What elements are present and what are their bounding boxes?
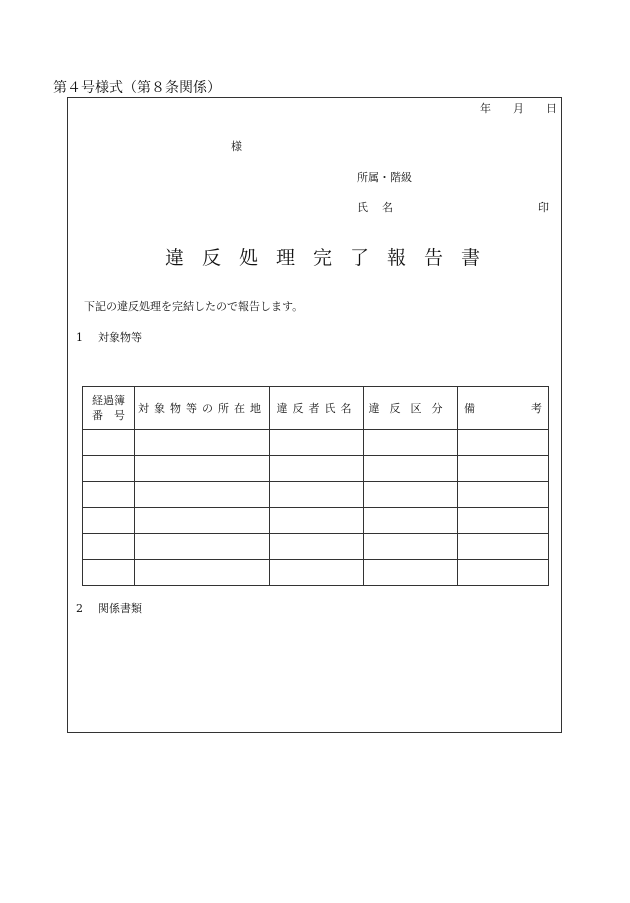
table-cell[interactable] bbox=[364, 482, 458, 508]
seal-label: 印 bbox=[538, 201, 549, 214]
table-cell[interactable] bbox=[83, 482, 135, 508]
table-cell[interactable] bbox=[458, 508, 549, 534]
table-cell[interactable] bbox=[270, 456, 364, 482]
table-cell[interactable] bbox=[135, 534, 270, 560]
table-cell[interactable] bbox=[135, 508, 270, 534]
table-cell[interactable] bbox=[83, 560, 135, 586]
section-target bbox=[76, 329, 142, 345]
table-row bbox=[83, 482, 549, 508]
intro-text: 下記の違反処理を完結したので報告します。 bbox=[84, 300, 304, 313]
section-number: 1 bbox=[76, 331, 83, 344]
table-cell[interactable] bbox=[270, 482, 364, 508]
section-documents bbox=[76, 600, 142, 616]
form-number: 第４号様式（第８条関係） bbox=[53, 80, 221, 96]
header-ledger-line2: 番 号 bbox=[92, 409, 125, 422]
table-cell[interactable] bbox=[458, 482, 549, 508]
table-cell[interactable] bbox=[458, 534, 549, 560]
table-cell[interactable] bbox=[270, 560, 364, 586]
header-remarks-a: 備 bbox=[464, 402, 475, 415]
table-cell[interactable] bbox=[83, 508, 135, 534]
table-row bbox=[83, 508, 549, 534]
header-violator-name: 違反者氏名 bbox=[270, 387, 364, 430]
table-cell[interactable] bbox=[270, 430, 364, 456]
table-cell[interactable] bbox=[135, 456, 270, 482]
table-cell[interactable] bbox=[83, 430, 135, 456]
table-cell[interactable] bbox=[135, 560, 270, 586]
table-cell[interactable] bbox=[270, 534, 364, 560]
table-cell[interactable] bbox=[135, 430, 270, 456]
section-number: 2 bbox=[76, 602, 83, 615]
table-cell[interactable] bbox=[270, 508, 364, 534]
table-cell[interactable] bbox=[458, 430, 549, 456]
table-row bbox=[83, 560, 549, 586]
table-cell[interactable] bbox=[135, 482, 270, 508]
table-cell[interactable] bbox=[364, 560, 458, 586]
table-row bbox=[83, 534, 549, 560]
table-cell[interactable] bbox=[364, 430, 458, 456]
table-header-row bbox=[83, 387, 549, 430]
table-cell[interactable] bbox=[83, 534, 135, 560]
table-cell[interactable] bbox=[364, 534, 458, 560]
header-remarks-b: 考 bbox=[531, 402, 542, 415]
table-cell[interactable] bbox=[364, 508, 458, 534]
table-row bbox=[83, 430, 549, 456]
date-month-label: 月 bbox=[513, 102, 524, 115]
section-label: 関係書類 bbox=[98, 602, 142, 615]
date-day-label: 日 bbox=[546, 102, 557, 115]
header-location: 対象物等の所在地 bbox=[135, 387, 270, 430]
affiliation-label: 所属・階級 bbox=[357, 171, 412, 184]
addressee-suffix: 様 bbox=[231, 140, 242, 153]
table-cell[interactable] bbox=[83, 456, 135, 482]
date-year-label: 年 bbox=[480, 102, 491, 115]
name-label: 氏名 bbox=[357, 201, 407, 214]
header-violation-type: 違反区分 bbox=[364, 387, 458, 430]
header-ledger-number bbox=[83, 387, 135, 430]
table-cell[interactable] bbox=[458, 456, 549, 482]
table-row bbox=[83, 456, 549, 482]
header-remarks bbox=[458, 387, 549, 430]
document-title: 違反処理完了報告書 bbox=[165, 247, 499, 269]
section-label: 対象物等 bbox=[98, 331, 142, 344]
header-ledger-line1: 経過簿 bbox=[92, 394, 125, 407]
target-table bbox=[82, 386, 549, 586]
table-cell[interactable] bbox=[458, 560, 549, 586]
table-cell[interactable] bbox=[364, 456, 458, 482]
